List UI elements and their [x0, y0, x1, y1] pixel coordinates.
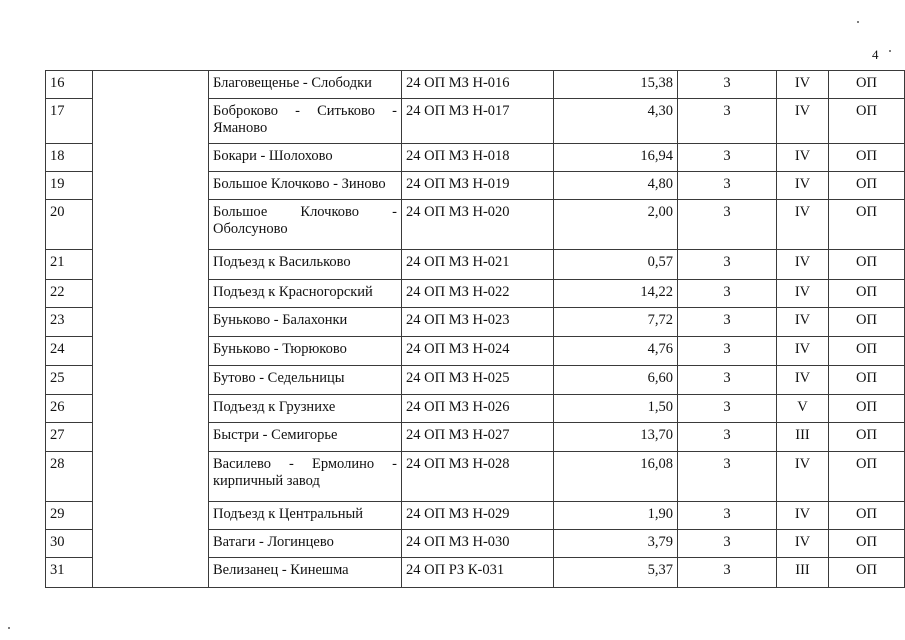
- road-category-cell: 3: [678, 337, 777, 366]
- road-type-cell: ОП: [829, 558, 905, 588]
- road-name-cell: Подъезд к Васильково: [209, 250, 402, 280]
- road-name-cell: Подъезд к Грузнихе: [209, 395, 402, 423]
- road-type-cell: ОП: [829, 530, 905, 558]
- road-class-cell: III: [777, 423, 829, 452]
- page-number: 4: [872, 47, 879, 62]
- road-name-cell: Бутово - Седельницы: [209, 366, 402, 395]
- row-number-cell: 26: [46, 395, 93, 423]
- scan-speck: [8, 627, 10, 629]
- road-type-cell: ОП: [829, 452, 905, 502]
- row-number-cell: 31: [46, 558, 93, 588]
- road-class-cell: IV: [777, 366, 829, 395]
- road-length-cell: 4,30: [554, 99, 678, 144]
- road-class-cell: IV: [777, 502, 829, 530]
- road-name-cell: Василево - Ермолино - кирпичный завод: [209, 452, 402, 502]
- roads-table: [45, 70, 905, 588]
- road-class-cell: IV: [777, 71, 829, 99]
- road-length-cell: 5,37: [554, 558, 678, 588]
- road-type-cell: ОП: [829, 250, 905, 280]
- road-category-cell: 3: [678, 172, 777, 200]
- road-type-cell: ОП: [829, 502, 905, 530]
- road-category-cell: 3: [678, 366, 777, 395]
- row-number-cell: 30: [46, 530, 93, 558]
- row-number-cell: 18: [46, 144, 93, 172]
- road-type-cell: ОП: [829, 172, 905, 200]
- road-name-cell: Ватаги - Логинцево: [209, 530, 402, 558]
- road-type-cell: ОП: [829, 71, 905, 99]
- merged-blank-cell: [93, 71, 209, 588]
- road-length-cell: 6,60: [554, 366, 678, 395]
- road-id-cell: 24 ОП МЗ Н-030: [402, 530, 554, 558]
- road-id-cell: 24 ОП МЗ Н-027: [402, 423, 554, 452]
- road-class-cell: IV: [777, 250, 829, 280]
- road-length-cell: 1,50: [554, 395, 678, 423]
- road-class-cell: III: [777, 558, 829, 588]
- road-length-cell: 13,70: [554, 423, 678, 452]
- road-type-cell: ОП: [829, 366, 905, 395]
- row-number-cell: 21: [46, 250, 93, 280]
- road-length-cell: 15,38: [554, 71, 678, 99]
- road-length-cell: 16,08: [554, 452, 678, 502]
- road-length-cell: 4,76: [554, 337, 678, 366]
- road-category-cell: 3: [678, 530, 777, 558]
- road-length-cell: 7,72: [554, 308, 678, 337]
- row-number-cell: 27: [46, 423, 93, 452]
- scan-speck: [857, 21, 859, 23]
- road-type-cell: ОП: [829, 99, 905, 144]
- road-id-cell: 24 ОП МЗ Н-022: [402, 280, 554, 308]
- row-number-cell: 17: [46, 99, 93, 144]
- road-class-cell: IV: [777, 337, 829, 366]
- road-id-cell: 24 ОП МЗ Н-019: [402, 172, 554, 200]
- road-length-cell: 1,90: [554, 502, 678, 530]
- road-length-cell: 14,22: [554, 280, 678, 308]
- road-class-cell: IV: [777, 99, 829, 144]
- road-id-cell: 24 ОП МЗ Н-024: [402, 337, 554, 366]
- road-class-cell: IV: [777, 452, 829, 502]
- table-row: [46, 71, 905, 99]
- road-length-cell: 16,94: [554, 144, 678, 172]
- road-category-cell: 3: [678, 144, 777, 172]
- road-id-cell: 24 ОП МЗ Н-021: [402, 250, 554, 280]
- road-type-cell: ОП: [829, 280, 905, 308]
- road-id-cell: 24 ОП МЗ Н-026: [402, 395, 554, 423]
- road-category-cell: 3: [678, 99, 777, 144]
- road-type-cell: ОП: [829, 144, 905, 172]
- road-id-cell: 24 ОП МЗ Н-020: [402, 200, 554, 250]
- road-id-cell: 24 ОП МЗ Н-029: [402, 502, 554, 530]
- road-category-cell: 3: [678, 502, 777, 530]
- road-name-cell: Быстри - Семигорье: [209, 423, 402, 452]
- road-class-cell: IV: [777, 144, 829, 172]
- road-id-cell: 24 ОП МЗ Н-017: [402, 99, 554, 144]
- scan-speck: [889, 50, 891, 52]
- row-number-cell: 24: [46, 337, 93, 366]
- road-class-cell: V: [777, 395, 829, 423]
- road-id-cell: 24 ОП МЗ Н-025: [402, 366, 554, 395]
- row-number-cell: 16: [46, 71, 93, 99]
- road-id-cell: 24 ОП РЗ К-031: [402, 558, 554, 588]
- road-name-cell: Велизанец - Кинешма: [209, 558, 402, 588]
- road-category-cell: 3: [678, 558, 777, 588]
- road-category-cell: 3: [678, 308, 777, 337]
- road-class-cell: IV: [777, 200, 829, 250]
- road-category-cell: 3: [678, 71, 777, 99]
- road-name-cell: Бокари - Шолохово: [209, 144, 402, 172]
- row-number-cell: 23: [46, 308, 93, 337]
- road-category-cell: 3: [678, 280, 777, 308]
- row-number-cell: 29: [46, 502, 93, 530]
- row-number-cell: 25: [46, 366, 93, 395]
- road-class-cell: IV: [777, 530, 829, 558]
- road-type-cell: ОП: [829, 423, 905, 452]
- road-name-cell: Буньково - Балахонки: [209, 308, 402, 337]
- road-name-cell: Большое Клочково - Оболсуново: [209, 200, 402, 250]
- road-name-cell: Благовещенье - Слободки: [209, 71, 402, 99]
- road-id-cell: 24 ОП МЗ Н-016: [402, 71, 554, 99]
- row-number-cell: 19: [46, 172, 93, 200]
- road-type-cell: ОП: [829, 200, 905, 250]
- road-id-cell: 24 ОП МЗ Н-023: [402, 308, 554, 337]
- row-number-cell: 20: [46, 200, 93, 250]
- road-class-cell: IV: [777, 172, 829, 200]
- road-id-cell: 24 ОП МЗ Н-028: [402, 452, 554, 502]
- road-class-cell: IV: [777, 280, 829, 308]
- road-type-cell: ОП: [829, 395, 905, 423]
- road-category-cell: 3: [678, 200, 777, 250]
- road-length-cell: 3,79: [554, 530, 678, 558]
- row-number-cell: 22: [46, 280, 93, 308]
- road-category-cell: 3: [678, 452, 777, 502]
- road-name-cell: Буньково - Тюрюково: [209, 337, 402, 366]
- road-name-cell: Подъезд к Центральный: [209, 502, 402, 530]
- road-type-cell: ОП: [829, 337, 905, 366]
- row-number-cell: 28: [46, 452, 93, 502]
- road-id-cell: 24 ОП МЗ Н-018: [402, 144, 554, 172]
- road-category-cell: 3: [678, 423, 777, 452]
- road-length-cell: 4,80: [554, 172, 678, 200]
- road-category-cell: 3: [678, 250, 777, 280]
- road-name-cell: Большое Клочково - Зиново: [209, 172, 402, 200]
- table-body: [46, 71, 905, 588]
- road-name-cell: Подъезд к Красногорский: [209, 280, 402, 308]
- road-type-cell: ОП: [829, 308, 905, 337]
- road-class-cell: IV: [777, 308, 829, 337]
- road-category-cell: 3: [678, 395, 777, 423]
- road-length-cell: 0,57: [554, 250, 678, 280]
- road-length-cell: 2,00: [554, 200, 678, 250]
- road-name-cell: Боброково - Ситьково - Ямановo: [209, 99, 402, 144]
